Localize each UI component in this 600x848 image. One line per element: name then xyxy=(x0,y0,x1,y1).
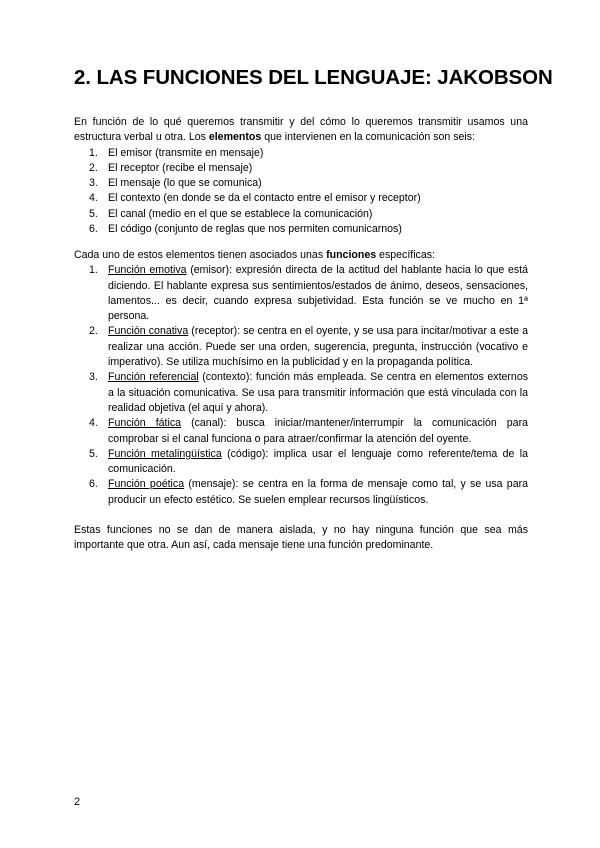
list-item: 3. El mensaje (lo que se comunica) xyxy=(89,177,262,190)
list-item: 1. El emisor (transmite en mensaje) xyxy=(89,146,264,159)
functions-bold-term: funciones xyxy=(326,249,377,261)
function-name: Función emotiva xyxy=(108,264,187,277)
functions-intro-paragraph: Cada uno de estos elementos tienen asociados unas funciones específicas: xyxy=(74,249,435,261)
list-item: 3. Función referencial (contexto): función más empleada. Se centra en elementos externos a la situación comunicativa. Se usa para transmitir información que está vinculada con la realidad objetiva (el aquí y ahora). xyxy=(89,371,529,414)
list-item: 4. Función fática (canal): busca iniciar/mantener/interrumpir la comunicación para comprobar si el canal funciona o para atraer/confirmar la atención del oyente. xyxy=(89,417,528,445)
list-item: 6. Función poética (mensaje): se centra en la forma de mensaje como tal, y se usa para producir un efecto estético. Se suelen emplear recursos lingüísticos. xyxy=(89,478,529,506)
list-item: 2. El receptor (recibe el mensaje) xyxy=(89,161,253,174)
function-name: Función conativa xyxy=(108,325,189,338)
page-title: 2. LAS FUNCIONES DEL LENGUAJE: JAKOBSON xyxy=(74,66,553,89)
function-name: Función fática xyxy=(108,417,182,430)
function-name: Función metalingüística xyxy=(108,447,222,460)
list-item: 1. Función emotiva (emisor): expresión directa de la actitud del hablante hacia lo que está diciendo. El hablante expresa sus sentimientos/estados de ánimo, deseos, sensaciones, lamentos... es decir, cuando expresa subjetividad. Esta función se ve mucho en 1ª persona. xyxy=(89,264,528,323)
functions-section xyxy=(74,248,528,508)
elements-list xyxy=(74,146,528,238)
functions-list xyxy=(74,263,528,508)
intro-bold-term: elementos xyxy=(208,131,262,144)
function-name: Función poética xyxy=(108,478,185,491)
intro-text-end: que intervienen en la comunicación son seis: xyxy=(261,131,476,144)
elements-section xyxy=(74,115,528,237)
intro-paragraph xyxy=(74,115,528,146)
conclusion-paragraph: Estas funciones no se dan de manera aislada, y no hay ninguna función que sea más importante que otra. Aun así, cada mensaje tiene una función predominante. xyxy=(74,524,528,552)
list-item: 5. Función metalingüística (código): implica usar el lenguaje como referente/tema de la comunicación. xyxy=(89,447,528,476)
list-item: 6. El código (conjunto de reglas que nos permiten comunicarnos) xyxy=(89,223,402,236)
function-name: Función referencial xyxy=(108,371,199,384)
list-item: 2. Función conativa (receptor): se centra en el oyente, y se usa para incitar/motivar a este a realizar una acción. Puede ser una orden, sugerencia, pregunta, instrucción (vocativo e imperativo). Se utiliza muchísimo en la publicidad y en la propaganda política. xyxy=(89,325,528,369)
list-item: 4. El contexto (en donde se da el contacto entre el emisor y receptor) xyxy=(89,192,421,205)
intro-text: En función de lo qué queremos transmitir y del cómo lo queremos transmitir usamos una estructura verbal u otra. Los xyxy=(74,116,528,144)
list-item: 5. El canal (medio en el que se establece la comunicación) xyxy=(89,207,373,220)
page-number: 2 xyxy=(74,796,81,808)
